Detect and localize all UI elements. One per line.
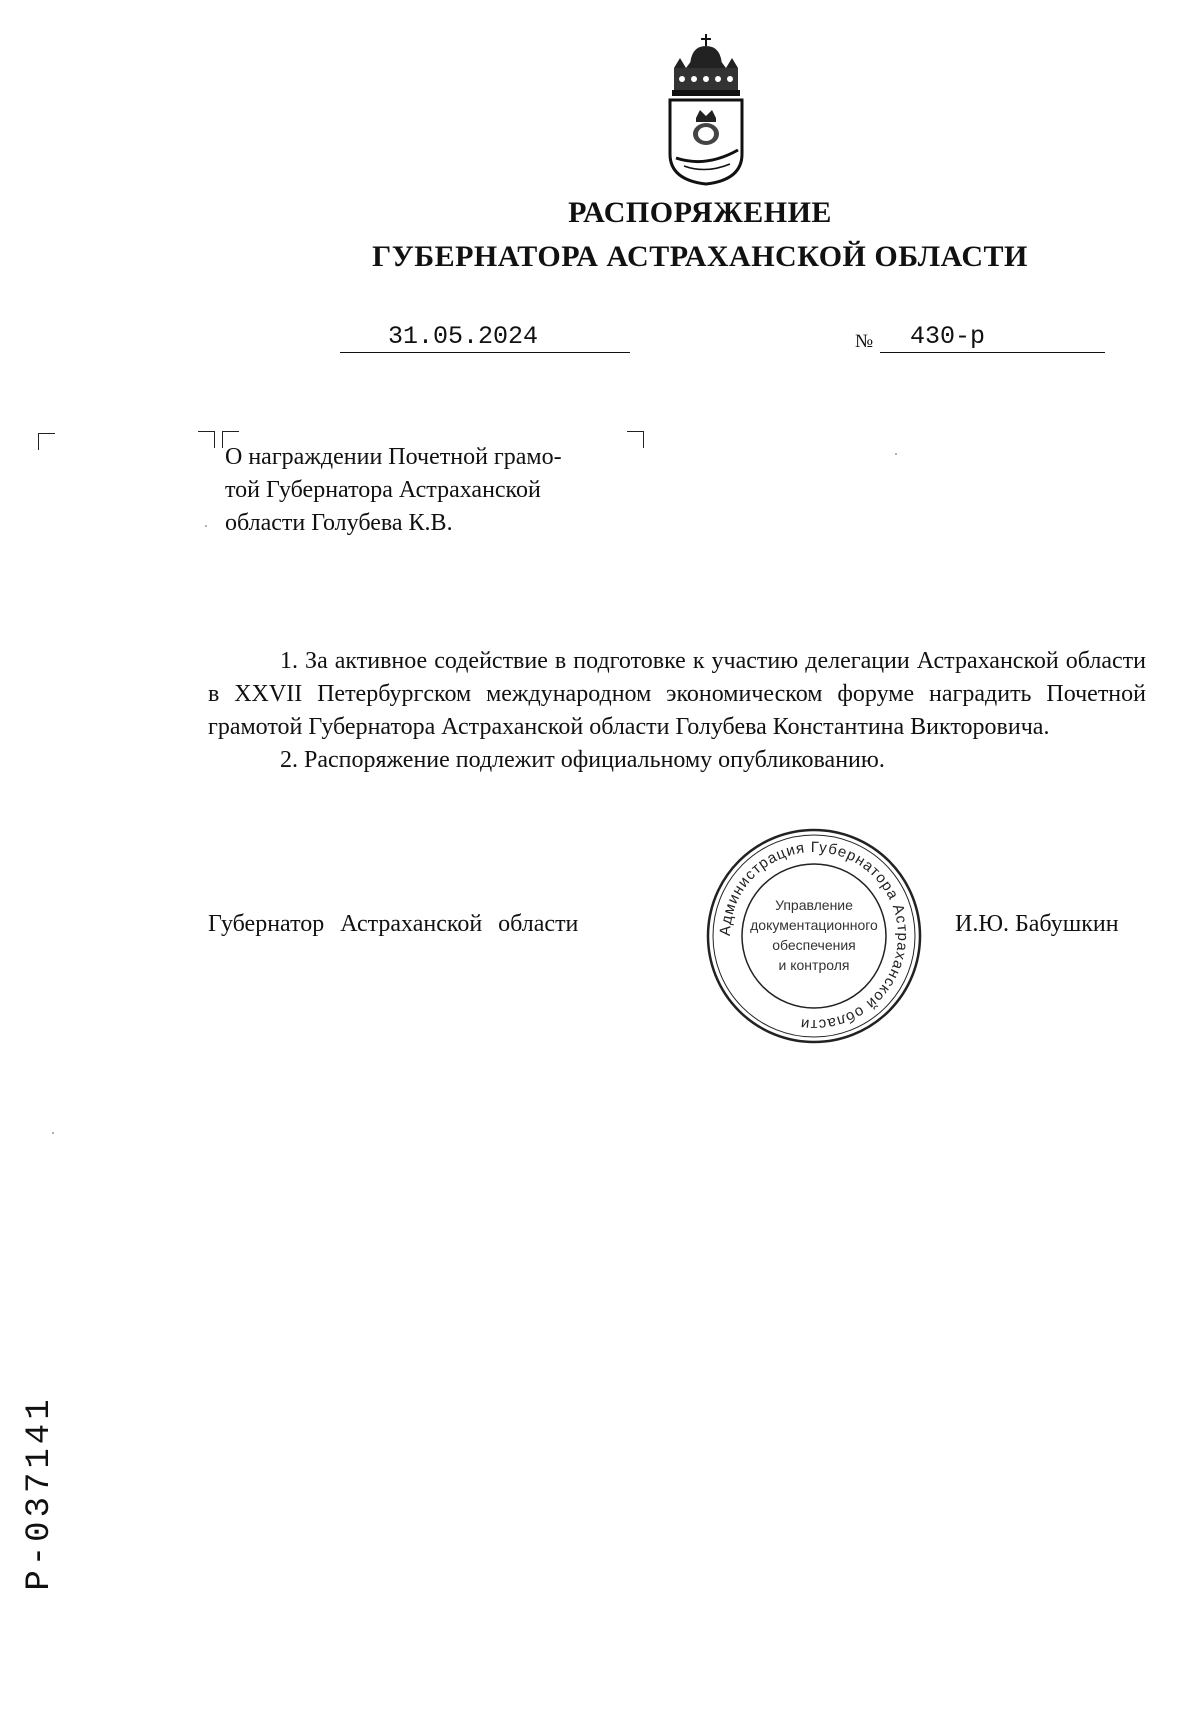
stamp-center-text: [737, 895, 891, 975]
body-paragraph: 1. За активное содействие в подготовке к участию делегации Астраханской области в XXVII Петербургском международном экономическом форуме наградить Почетной грамотой Губернатора Астраханской области Голубева Константина Викторовича.: [208, 648, 1146, 740]
scan-speck: [205, 525, 207, 527]
document-number: 430-р: [910, 322, 986, 351]
issuer-heading: ГУБЕРНАТОРА АСТРАХАНСКОЙ ОБЛАСТИ: [372, 240, 1028, 273]
stamp-ring-text: Администрация Губернатора Астраханской области: [716, 838, 912, 1034]
document-type-heading: РАСПОРЯЖЕНИЕ: [568, 196, 832, 229]
coat-of-arms-icon: [660, 34, 752, 186]
body-paragraph: 2. Распоряжение подлежит официальному опубликованию.: [280, 747, 885, 773]
subject-corner-mark-left-outer: [198, 431, 215, 448]
stamp-center-line: документационного: [750, 917, 878, 933]
stamp-center-line: и контроля: [778, 957, 850, 973]
margin-corner-mark: [38, 433, 55, 450]
date-underline: [340, 352, 630, 353]
subject-line: О награждении Почетной грамо-: [225, 444, 562, 470]
stamp-center-line: Управление: [775, 897, 853, 913]
serial-number: Р-037141: [21, 1395, 59, 1591]
stamp-center-line: обеспечения: [772, 937, 856, 953]
document-body: [208, 645, 1146, 777]
scan-speck: [52, 1132, 54, 1134]
subject-line: области Голубева К.В.: [225, 510, 453, 536]
document-date: 31.05.2024: [388, 322, 539, 351]
subject-line: той Губернатора Астраханской: [225, 477, 541, 503]
signatory-title: Губернатор Астраханской области: [208, 911, 579, 937]
scan-speck: [895, 453, 897, 455]
number-underline: [880, 352, 1105, 353]
document-subject: [225, 441, 630, 540]
number-sign: №: [855, 331, 874, 352]
signatory-name: И.Ю. Бабушкин: [955, 911, 1119, 937]
